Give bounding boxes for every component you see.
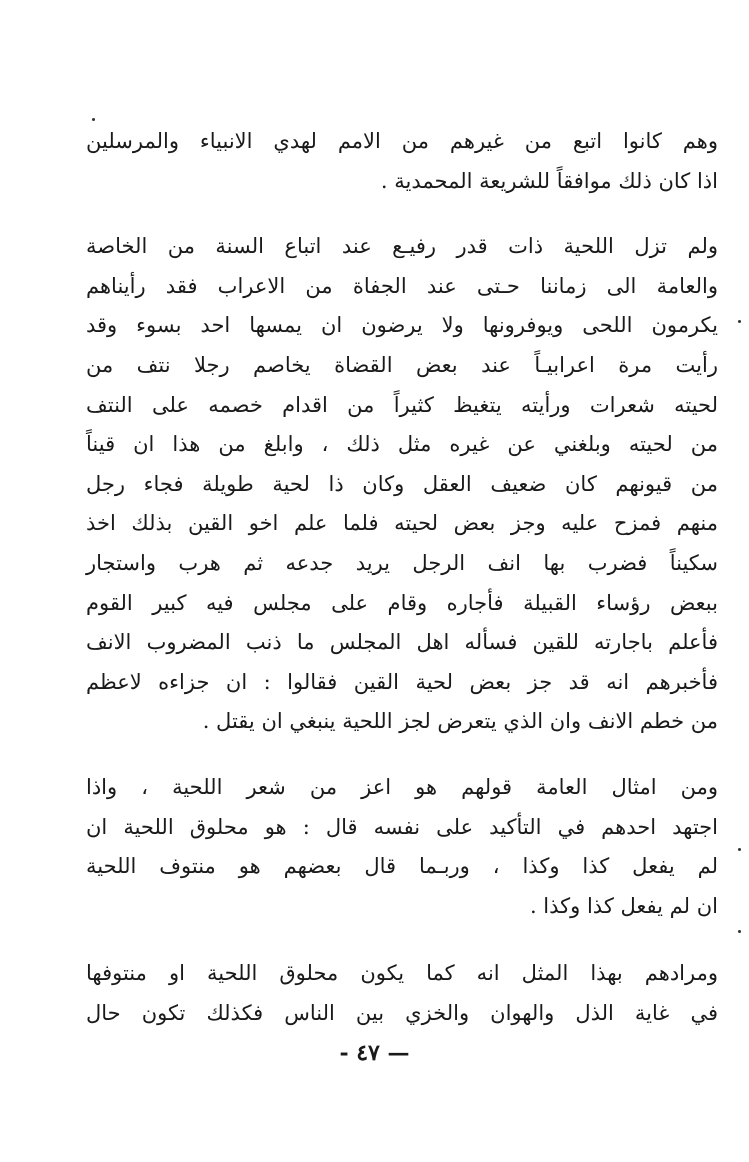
text-line: في غاية الذل والهوان والخزي بين الناس فكذلك تكون حال (86, 1000, 718, 1025)
text-line: رأيت مرة اعرابيـاً عند بعض القضاة يخاصم رجلا نتف من (86, 352, 718, 377)
text-line: من خطم الانف وان الذي يتعرض لجز اللحية ينبغي ان يقتل . (202, 709, 718, 734)
text-line: ولم تزل اللحية ذات قدر رفيـع عند اتباع السنة من الخاصة (86, 234, 718, 259)
margin-dot-mark (738, 320, 741, 323)
margin-dot-mark (92, 118, 95, 121)
text-line: لم يفعل كذا وكذا ، وربـما قال بعضهم هو منتوف اللحية (86, 854, 718, 879)
text-line: وهم كانوا اتبع من غيرهم من الامم لهدي الانبياء والمرسلين (86, 129, 718, 153)
text-line: ومرادهم بهذا المثل انه كما يكون محلوق اللحية او منتوفها (86, 961, 718, 986)
text-line: اذا كان ذلك موافقاً للشريعة المحمدية . (380, 168, 718, 193)
margin-dot-mark (738, 848, 741, 851)
page-number: — ٤٧ - (339, 1040, 410, 1066)
text-line: من لحيته وبلغني عن غيره مثل ذلك ، وابلغ من هذا ان قيناً (86, 432, 718, 457)
text-line: سكيناً فضرب بها انف الرجل يريد جدعه ثم هرب واستجار (86, 550, 718, 575)
text-line: لحيته شعرات ورأيته يتغيظ كثيراً من اقدام خصمه على النتف (86, 392, 718, 417)
text-line: من قيونهم كان ضعيف العقل وكان ذا لحية طويلة فجاء رجل (86, 471, 718, 496)
paragraph-1 (86, 122, 718, 201)
text-line: يكرمون اللحى ويوفرونها ولا يرضون ان يمسها احد بسوء وقد (86, 313, 718, 338)
paragraph-2 (86, 227, 718, 742)
text-line: ببعض رؤساء القبيلة فأجاره وقام على مجلس فيه كبير القوم (86, 590, 718, 615)
page-body (86, 122, 718, 1162)
text-line: والعامة الى زماننا حـتى عند الجفاة من الاعراب فقد رأيناهم (86, 273, 718, 298)
text-line: منهم فمزح عليه وجز بعض لحيته فلما علم اخو القين بذلك اخذ (86, 511, 718, 536)
paragraph-4 (86, 954, 718, 1033)
text-line: اجتهد احدهم في التأكيد على نفسه قال : هو محلوق اللحية ان (86, 814, 718, 839)
text-line: فأخبرهم انه قد جز بعض لحية القين فقالوا : ان جزاءه لاعظم (86, 669, 718, 694)
text-line: فأعلم باجارته للقين فسأله اهل المجلس ما ذنب المضروب الانف (86, 630, 718, 655)
margin-dot-mark (738, 930, 741, 933)
paragraph-3 (86, 768, 718, 926)
text-line: ان لم يفعل كذا وكذا . (529, 893, 718, 918)
text-line: ومن امثال العامة قولهم هو اعز من شعر اللحية ، واذا (86, 774, 718, 799)
